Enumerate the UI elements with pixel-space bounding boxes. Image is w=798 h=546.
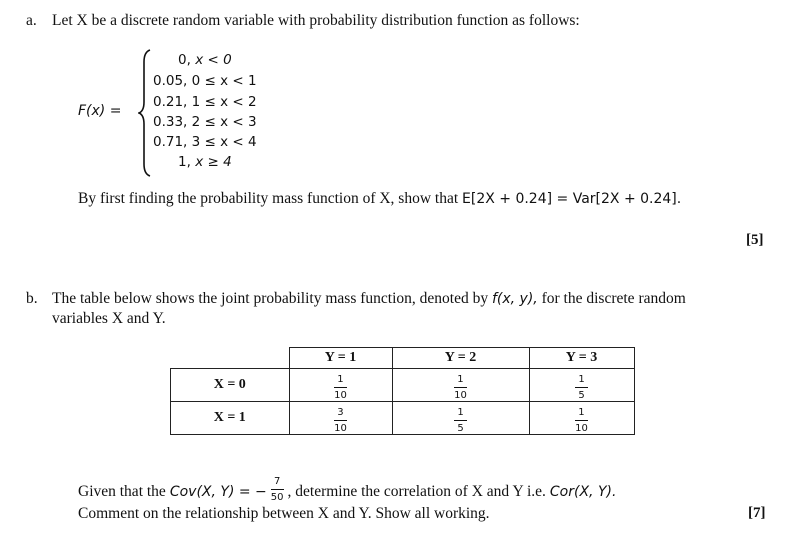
fraction [334,407,347,434]
given-prefix: Given that the [78,482,166,500]
table-row [171,401,635,434]
numerator: 3 [337,406,344,418]
fraction [454,374,467,401]
numerator: 1 [457,406,464,418]
row-header: X = 0 [171,368,290,401]
part-b-label: b. [26,290,38,307]
fraction [454,407,466,434]
part-a-task [78,190,681,208]
given-math-2: Cor(X, Y). [549,483,617,500]
case-condition: x < 0 [195,52,232,68]
intro-text-end: for the discrete random [541,290,686,307]
row-header: X = 1 [171,401,290,434]
fraction [575,407,588,434]
intro-math: f(x, y), [491,291,538,307]
intro-text: The table below shows the joint probability mass function, denoted by [52,290,489,307]
numerator: 1 [578,406,585,418]
case-condition: 1 ≤ x < 2 [191,94,257,110]
fraction [334,374,347,401]
column-header: Y = 2 [392,348,529,369]
case-value: 0, [178,52,191,68]
denominator: 5 [457,422,464,434]
numerator: 7 [273,476,281,487]
part-a-marks: [5] [746,232,764,248]
numerator: 1 [457,373,464,385]
left-brace-icon [138,48,154,178]
table-cell [529,401,634,434]
case-row [153,134,257,150]
case-value: 0.71, [153,134,188,150]
column-header: Y = 1 [289,348,392,369]
case-row [153,94,257,110]
task-math: E[2X + 0.24] = Var[2X + 0.24]. [462,191,682,207]
comment-line: Comment on the relationship between X and Y. Show all working. [78,505,490,522]
numerator: 1 [337,373,344,385]
table-row [171,368,635,401]
part-b-intro-line1 [52,290,686,308]
case-row [153,114,257,130]
part-a-label: a. [26,12,37,29]
case-condition: 0 ≤ x < 1 [191,73,257,89]
table-cell [289,368,392,401]
part-b-marks: [7] [748,505,766,521]
case-value: 1, [178,154,191,170]
table-cell [289,401,392,434]
given-line [78,478,616,505]
case-condition: 3 ≤ x < 4 [191,134,257,150]
denominator: 5 [578,389,585,401]
denominator: 10 [575,422,588,434]
case-condition: x ≥ 4 [195,154,232,170]
task-text: By first finding the probability mass function of X, show that [78,190,459,207]
denominator: 10 [334,389,347,401]
case-condition: 2 ≤ x < 3 [191,114,257,130]
case-row [153,73,257,89]
column-header: Y = 3 [529,348,634,369]
case-value: 0.33, [153,114,188,130]
given-fraction [271,476,284,503]
case-row [178,52,232,68]
numerator: 1 [578,373,585,385]
empty-corner-cell [171,348,290,369]
case-value: 0.21, [153,94,188,110]
fraction [575,374,587,401]
case-value: 0.05, [153,73,188,89]
denominator: 50 [270,492,284,503]
joint-pmf-table [170,347,635,435]
given-math: Cov(X, Y) = − [169,483,267,500]
part-a-intro: Let X be a discrete random variable with probability distribution function as follows: [52,12,580,29]
function-label: F(x) = [78,103,122,119]
case-row [178,154,232,170]
denominator: 10 [454,389,467,401]
denominator: 10 [334,422,347,434]
table-cell [392,401,529,434]
given-mid: , determine the correlation of X and Y i.e. [287,482,546,500]
table-cell [529,368,634,401]
part-b-intro-line2: variables X and Y. [52,310,166,327]
table-header-row [171,348,635,369]
table-cell [392,368,529,401]
